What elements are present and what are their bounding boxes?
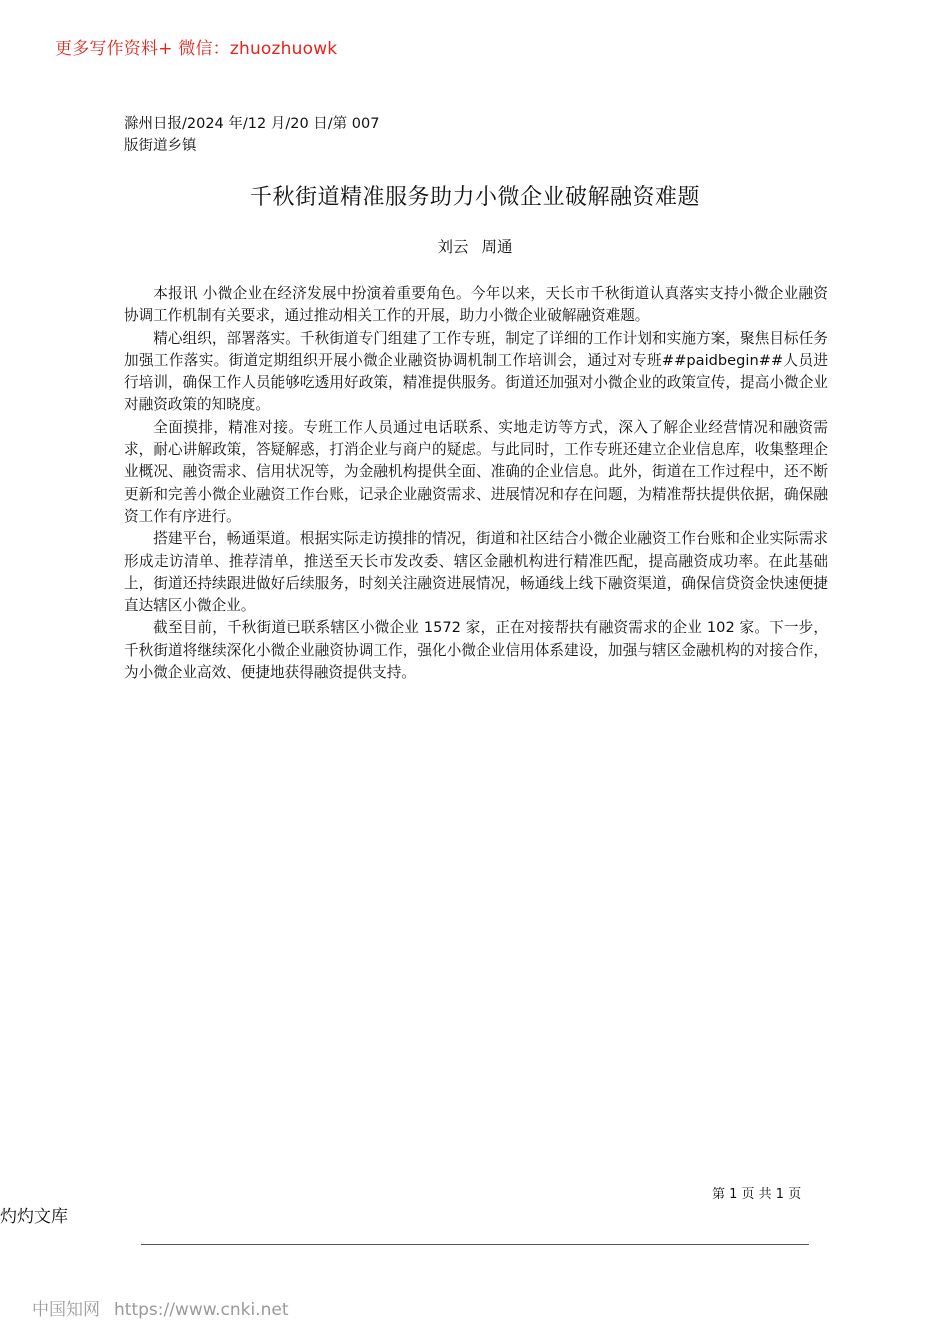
paragraph-4: 搭建平台，畅通渠道。根据实际走访摸排的情况，街道和社区结合小微企业融资工作台账和企业实际需求形成走访清单、推荐清单，推送至天长市发改委、辖区金融机构进行精准匹配，提高融资成功率。在此基础上，街道还持续跟进做好后续服务，时刻关注融资进展情况，畅通线上线下融资渠道，确保信贷资金快速便捷直达辖区小微企业。: [124, 530, 828, 615]
source-line-2: 版街道乡镇: [124, 138, 197, 154]
paragraph-2: 精心组织，部署落实。千秋街道专门组建了工作专班，制定了详细的工作计划和实施方案，聚焦目标任务加强工作落实。街道定期组织开展小微企业融资协调机制工作培训会，通过对专班##paidbegin##人员进行培训，确保工作人员能够吃透用好政策，精准提供服务。街道还加强对小微企业的政策宣传，提高小微企业对融资政策的知晓度。: [124, 329, 828, 414]
cnki-watermark: [32, 1295, 288, 1320]
page-number: 第 1 页 共 1 页: [712, 1187, 802, 1202]
article-body: [124, 283, 828, 684]
paragraph-1: 本报讯 小微企业在经济发展中扮演着重要角色。今年以来，天长市千秋街道认真落实支持小微企业融资协调工作机制有关要求，通过推动相关工作的开展，助力小微企业破解融资难题。: [124, 285, 828, 325]
library-watermark: 灼灼文库: [0, 1207, 68, 1227]
source-line-1: 滁州日报/2024 年/12 月/20 日/第 007: [124, 116, 380, 132]
cnki-name: 中国知网: [32, 1300, 100, 1320]
article-authors: 刘云 周通: [437, 238, 513, 256]
footer-divider: [141, 1244, 809, 1245]
cnki-url: https://www.cnki.net: [114, 1300, 289, 1320]
paragraph-3: 全面摸排，精准对接。专班工作人员通过电话联系、实地走访等方式，深入了解企业经营情况和融资需求，耐心讲解政策，答疑解惑，打消企业与商户的疑虑。与此同时，工作专班还建立企业信息库，收集整理企业概况、融资需求、信用状况等，为金融机构提供全面、准确的企业信息。此外，街道在工作过程中，还不断更新和完善小微企业融资工作台账，记录企业融资需求、进展情况和存在问题，为精准帮扶提供依据，确保融资工作有序进行。: [124, 418, 828, 525]
article-title: 千秋街道精准服务助力小微企业破解融资难题: [249, 185, 700, 210]
article-source: [124, 113, 424, 157]
promo-banner: 更多写作资料+ 微信：zhuozhuowk: [55, 39, 338, 59]
paragraph-5: 截至目前，千秋街道已联系辖区小微企业 1572 家，正在对接帮扶有融资需求的企业 102 家。下一步，千秋街道将继续深化小微企业融资协调工作，强化小微企业信用体系建设，加强与辖区金融机构的对接合作，为小微企业高效、便捷地获得融资提供支持。: [124, 619, 828, 682]
